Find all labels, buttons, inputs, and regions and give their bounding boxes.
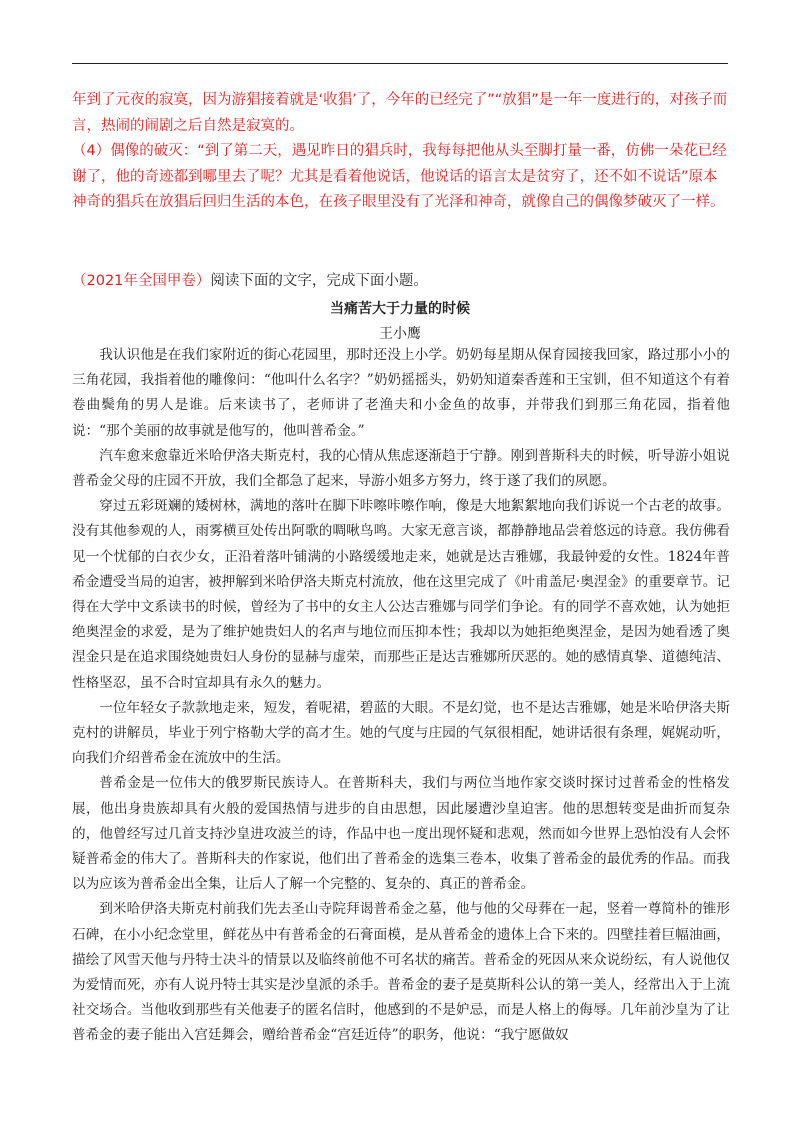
article-author: 王小鹰 xyxy=(379,326,421,342)
exam-source-tag: （2021年全国甲卷） xyxy=(72,273,211,289)
reading-instruction: 阅读下面的文字，完成下面小题。 xyxy=(210,273,428,289)
article-paragraph-6: 到米哈伊洛夫斯克村前我们先去圣山寺院拜谒普希金之墓，他与他的父母葬在一起，竖着一尊简朴的锥形石碑，在小小纪念堂里，鲜花丛中有普希金的石膏面模，是从普希金的遗体上合下来的。四壁挂着巨幅油画，描绘了风雪天他与丹特士决斗的情景以及临终前他不可名状的痛苦。普希金的死因从来众说纷纭，有人说他仅为爱情而死，亦有人说丹特士其实是沙皇派的杀手。普希金的妻子是莫斯科公认的第一美人，经常出入于上流社交场合。当他收到那些有关他妻子的匿名信时，他感到的不是妒忌，而是人格上的侮辱。几年前沙皇为了让普希金的妻子能出入宫廷舞会，赠给普希金“宫廷近侍”的职务，他说：“我宁愿做奴 xyxy=(72,901,730,1044)
answer-note-continuation: 年到了元夜的寂寞，因为游猖接着就是‘收猖’了，今年的已经完了”“放猖”是一年一度进行的，对孩子而言，热闹的闹剧之后自然是寂寞的。 xyxy=(72,92,728,134)
article-paragraph-3: 穿过五彩斑斓的矮树林，满地的落叶在脚下咔嚓咔嚓作响，像是大地絮絮地向我们诉说一个古老的故事。没有其他参观的人，雨雾横亘处传出阿歌的啁啾鸟鸣。大家无意言谈，都静静地品尝着悠远的诗意。我仿佛看见一个忧郁的白衣少女，正沿着落叶铺满的小路缓缓地走来，她就是达吉雅娜，我最钟爱的女性。1824年普希金遭受当局的迫害，被押解到米哈伊洛夫斯克村流放，他在这里完成了《叶甫盖尼·奥涅金》的重要章节。记得在大学中文系读书的时候，曾经为了书中的女主人公达吉雅娜与同学们争论。有的同学不喜欢她，认为她拒绝奥涅金的求爱，是为了维护她贵妇人的名声与地位而压抑本性；我却以为她拒绝奥涅金，是因为她看透了奥涅金只是在追求围绕她贵妇人身份的显赫与虚荣，而那些正是达吉雅娜所厌恶的。她的感情真挚、道德纯洁、性格坚忍，虽不合时宜却具有永久的魅力。 xyxy=(72,498,730,691)
article-title: 当痛苦大于力量的时候 xyxy=(330,301,470,317)
article-paragraph-5: 普希金是一位伟大的俄罗斯民族诗人。在普斯科夫，我们与两位当地作家交谈时探讨过普希金的性格发展，他出身贵族却具有火般的爱国热情与进步的自由思想，因此屡遭沙皇迫害。他的思想转变是曲折而复杂的，他曾经写过几首支持沙皇进攻波兰的诗，作品中也一度出现怀疑和悲观，然而如今世界上恐怕没有人会怀疑普希金的伟大了。普斯科夫的作家说，他们出了普希金的选集三卷本，收集了普希金的最优秀的作品。而我以为应该为普希金出全集，让后人了解一个完整的、复杂的、真正的普希金。 xyxy=(72,775,730,893)
article-body xyxy=(72,343,730,1049)
article-paragraph-4: 一位年轻女子款款地走来，短发，着呢裙，碧蓝的大眼。不是幻觉，也不是达吉雅娜，她是米哈伊洛夫斯克村的讲解员，毕业于列宁格勒大学的高才生。她的气度与庄园的气氛很相配，她讲话很有条理，娓娓动听，向我们介绍普希金在流放中的生活。 xyxy=(72,699,730,767)
article-paragraph-2: 汽车愈来愈靠近米哈伊洛夫斯克村，我的心情从焦虑逐渐趋于宁静。刚到普斯科夫的时候，听导游小姐说普希金父母的庄园不开放，我们全都急了起来，导游小姐多方努力，终于遂了我们的夙愿。 xyxy=(72,447,730,490)
question-source-line xyxy=(72,270,732,292)
article-paragraph-1: 我认识他是在我们家附近的街心花园里，那时还没上小学。奶奶每星期从保育园接我回家，路过那小小的三角花园，我指着他的雕像问：“他叫什么名字？”奶奶摇摇头，奶奶知道秦香莲和王宝钏，但不知道这个有着卷曲鬓角的男人是谁。后来读书了，老师讲了老渔夫和小金鱼的故事，并带我们到那三角花园，指着他说：“那个美丽的故事就是他写的，他叫普希金。” xyxy=(72,347,730,439)
header-rule xyxy=(72,63,728,64)
answer-note-4: （4）偶像的破灭：“到了第二天，遇见昨日的猖兵时，我每每把他从头至脚打量一番，仿佛一朵花已经谢了，他的奇迹都到哪里去了呢？尤其是看着他说话，他说话的语言太是贫穷了，还不如不说话”原本神奇的猖兵在放猖后回归生活的本色，在孩子眼里没有了光泽和神奇，就像自己的偶像梦破灭了一样。 xyxy=(72,143,727,210)
answer-notes xyxy=(72,88,730,216)
